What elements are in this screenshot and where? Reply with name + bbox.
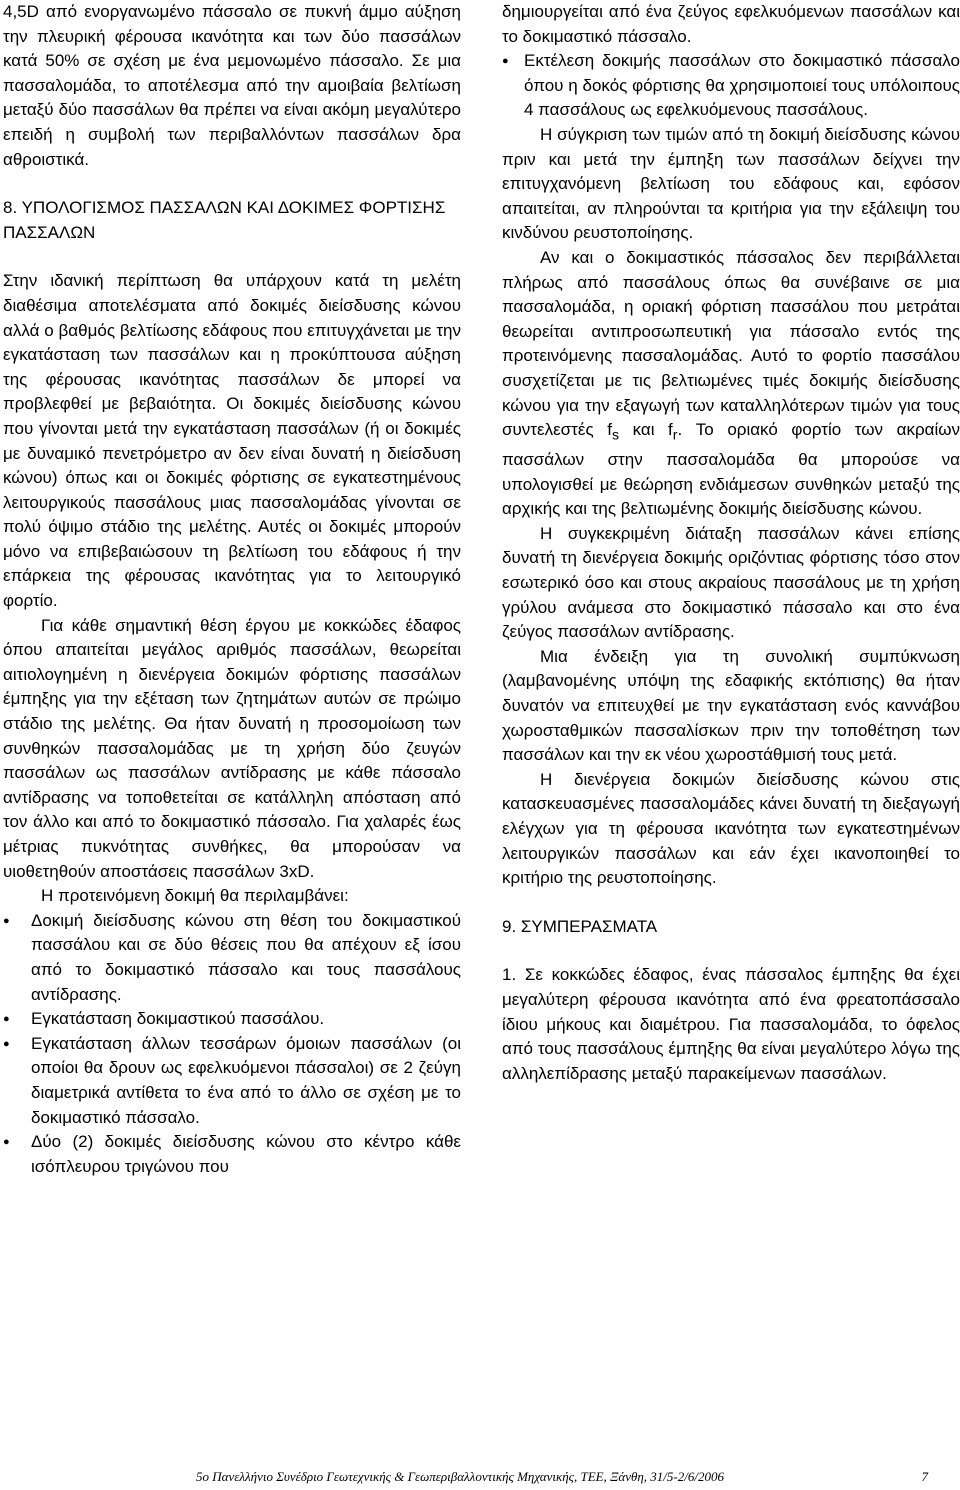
paragraph: Η συγκεκριμένη διάταξη πασσάλων κάνει επίσης δυνατή τη διενέργεια δοκιμής οριζόντιας φόρτισης τόσο στον εσωτερικό όσο και στους ακραίους πασσάλους με τη χρήση γρύλου ανάμεσα στο δοκιμαστικό πάσσαλο και στο ένα ζεύγος πασσάλων αντίδρασης. [502,523,960,642]
spacer [3,172,461,196]
left-column [3,0,461,1179]
paragraph-text: . Το οριακό φορτίο των ακραίων πασσάλων στην πασσαλομάδα θα μπορούσε να υπολογισθεί με θεώρηση ενδιάμεσων συνθηκών μεταξύ της αρχικής και της βελτιωμένης δοκιμής διείσδυσης κώνου. [502,420,960,519]
bullet-item [3,1130,461,1179]
paragraph-text: και f [619,420,673,440]
paragraph: 1. Σε κοκκώδες έδαφος, ένας πάσσαλος έμπηξης θα έχει μεγαλύτερη φέρουσα ικανότητα από ένα φρεατοπάσσαλο ίδιου μήκους και διαμέτρου. Για πασσαλομάδα, το όφελος από τους πασσάλους έμπηξης θα είναι μεγαλύτερο λόγω της αλληλεπίδρασης μεταξύ παρακείμενων πασσάλων. [502,965,960,1083]
bullet-item [502,49,960,123]
paragraph: Η προτεινόμενη δοκιμή θα περιλαμβάνει: [41,886,349,906]
bullet-item [3,1007,461,1032]
subscript-r: r [672,427,678,444]
bullet-icon: ● [3,1136,10,1149]
right-column [502,0,960,1086]
bullet-item [3,1032,461,1130]
bullet-text: Εγκατάσταση άλλων τεσσάρων όμοιων πασσάλων (οι οποίοι θα δρουν ως εφελκυόμενοι πάσσαλοι) σε 2 ζεύγη διαμετρικά αντίθετα το ένα από το άλλο σε σχέση με το δοκιμαστικό πάσσαλο. [31,1033,461,1127]
spacer [3,245,461,269]
paragraph: Μια ένδειξη για τη συνολική συμπύκνωση (λαμβανομένης υπόψη της εδαφικής εκτόπισης) θα ήταν δυνατόν να επιτευχθεί με την εγκατάσταση ενός καννάβου χωροσταθμικών πασσαλίσκων πριν την τοποθέτηση των πασσάλων και την εκ νέου χωροστάθμισή τους μετά. [502,646,960,765]
section-heading-9: 9. ΣΥΜΠΕΡΑΣΜΑΤΑ [502,916,658,936]
bullet-text: Εγκατάσταση δοκιμαστικού πασσάλου. [31,1009,325,1029]
paragraph-text: Αν και ο δοκιμαστικός πάσσαλος δεν περιβάλλεται πλήρως από πασσάλους όπως θα συνέβαινε σε μια πασσαλομάδα, η οριακή φόρτιση πασσάλου που μετράται θεωρείται αντιπροσωπευτική για πάσσαλο εντός της προτεινόμενης πασσαλομάδας. Αυτό το φορτίο πασσάλου συσχετίζεται με τις βελτιωμένες τιμές δοκιμής διείσδυσης κώνου για την εξαγωγή των καταλληλότερων τιμών για τους συντελεστές f [502,247,960,440]
spacer [502,891,960,915]
bullet-item [3,909,461,1007]
paragraph-continuation: 4,5D από ενοργανωμένο πάσσαλο σε πυκνή άμμο αύξηση την πλευρική φέρουσα ικανότητα και των δύο πασσάλων κατά 50% σε σχέση με ένα μεμονωμένο πάσσαλο. Σε μια πασσαλομάδα, το αποτέλεσμα από την αμοιβαία βελτίωση μεταξύ δύο πασσάλων θα πρέπει να είναι ακόμη μεγαλύτερο επειδή η συμβολή των περιβαλλόντων πασσάλων δρα αθροιστικά. [3,2,461,169]
paragraph: Η διενέργεια δοκιμών διείσδυσης κώνου στις κατασκευασμένες πασσαλομάδες κάνει δυνατή τη διεξαγωγή ελέγχων για τη φέρουσα ικανότητα των εγκατεστημένων λειτουργικών πασσάλων και εάν έχει ικανοποιηθεί το κριτήριο της ρευστοποίησης. [502,769,960,888]
bullet-icon: ● [3,1013,10,1026]
bullet-icon: ● [3,914,10,927]
paragraph-continuation: δημιουργείται από ένα ζεύγος εφελκυόμενων πασσάλων και το δοκιμαστικό πάσσαλο. [502,2,960,46]
bullet-text: Δύο (2) δοκιμές διείσδυσης κώνου στο κέντρο κάθε ισόπλευρου τριγώνου που [31,1132,461,1176]
page-number: 7 [921,1469,928,1484]
paragraph: Στην ιδανική περίπτωση θα υπάρχουν κατά τη μελέτη διαθέσιμα αποτελέσματα από δοκιμές διείσδυσης κώνου αλλά ο βαθμός βελτίωσης εδάφους που επιτυγχάνεται με την εγκατάσταση των πασσάλων και η προκύπτουσα αύξηση της φέρουσας ικανότητας πασσάλων δε μπορεί να προβλεφθεί με βεβαιότητα. Οι δοκιμές διείσδυσης κώνου που γίνονται μετά την εγκατάσταση πασσάλων (ή οι δοκιμές με δυναμικό πενετρόμετρο αν δεν είναι δυνατή η διείσδυση κώνου) όπως και οι δοκιμές φόρτισης σε εγκατεστημένους λειτουργικούς πασσάλους μιας πασσαλομάδας γίνονται σε πολύ όψιμο στάδιο της μελέτης. Αυτές οι δοκιμές μπορούν μόνο να επιβεβαιώσουν τη βελτίωση του εδάφους ή την επάρκεια της φέρουσας ικανότητας για το λειτουργικό φορτίο. [3,271,461,611]
bullet-icon: ● [502,55,509,68]
section-heading-8: 8. ΥΠΟΛΟΓΙΣΜΟΣ ΠΑΣΣΑΛΩΝ ΚΑΙ ΔΟΚΙΜΕΣ ΦΟΡΤΙΣΗΣ ΠΑΣΣΑΛΩΝ [3,198,446,242]
paragraph: Για κάθε σημαντική θέση έργου με κοκκώδες έδαφος όπου απαιτείται μεγάλος αριθμός πασσάλων, θεωρείται αιτιολογημένη η διενέργεια δοκιμών φόρτισης πασσάλων έμπηξης για την εξέταση των ζητημάτων αυτών σε πρώιμο στάδιο της μελέτης. Θα ήταν δυνατή η προσομοίωση των συνθηκών πασσαλομάδας με τη χρήση δύο ζευγών πασσάλων ως πασσάλων αντίδρασης με κάθε πάσσαλο αντίδρασης να τοποθετείται σε κατάλληλη απόσταση από τον άλλο και από το δοκιμαστικό πάσσαλο. Για χαλαρές έως μέτριας πυκνότητας συνθήκες, θα μπορούσαν να υιοθετηθούν αποστάσεις πασσάλων 3xD. [3,615,461,881]
bullet-text: Δοκιμή διείσδυσης κώνου στη θέση του δοκιμαστικού πασσάλου και σε δύο θέσεις που θα απέχουν εξ ίσου από το δοκιμαστικό πάσσαλο και τους πασσάλους αντίδρασης. [31,910,461,1004]
spacer [502,939,960,963]
bullet-text: Εκτέλεση δοκιμής πασσάλων στο δοκιμαστικό πάσσαλο όπου η δοκός φόρτισης θα χρησιμοποιεί τους υπόλοιπους 4 πασσάλους ως εφελκυόμενους πασσάλους. [524,51,960,120]
footer-text: 5ο Πανελλήνιο Συνέδριο Γεωτεχνικής & Γεωπεριβαλλοντικής Μηχανικής, ΤΕΕ, Ξάνθη, 31/5-2/6/2006 [196,1469,724,1484]
subscript-s: s [611,427,620,444]
paragraph [502,246,960,522]
bullet-icon: ● [3,1037,10,1050]
paragraph: Η σύγκριση των τιμών από τη δοκιμή διείσδυσης κώνου πριν και μετά την έμπηξη των πασσάλων δείχνει την επιτυγχανόμενη βελτίωση του εδάφους και, εφόσον απαιτείται, αν πληρούνται τα κριτήρια για την εξάλειψη του κινδύνου ρευστοποίησης. [502,124,960,243]
